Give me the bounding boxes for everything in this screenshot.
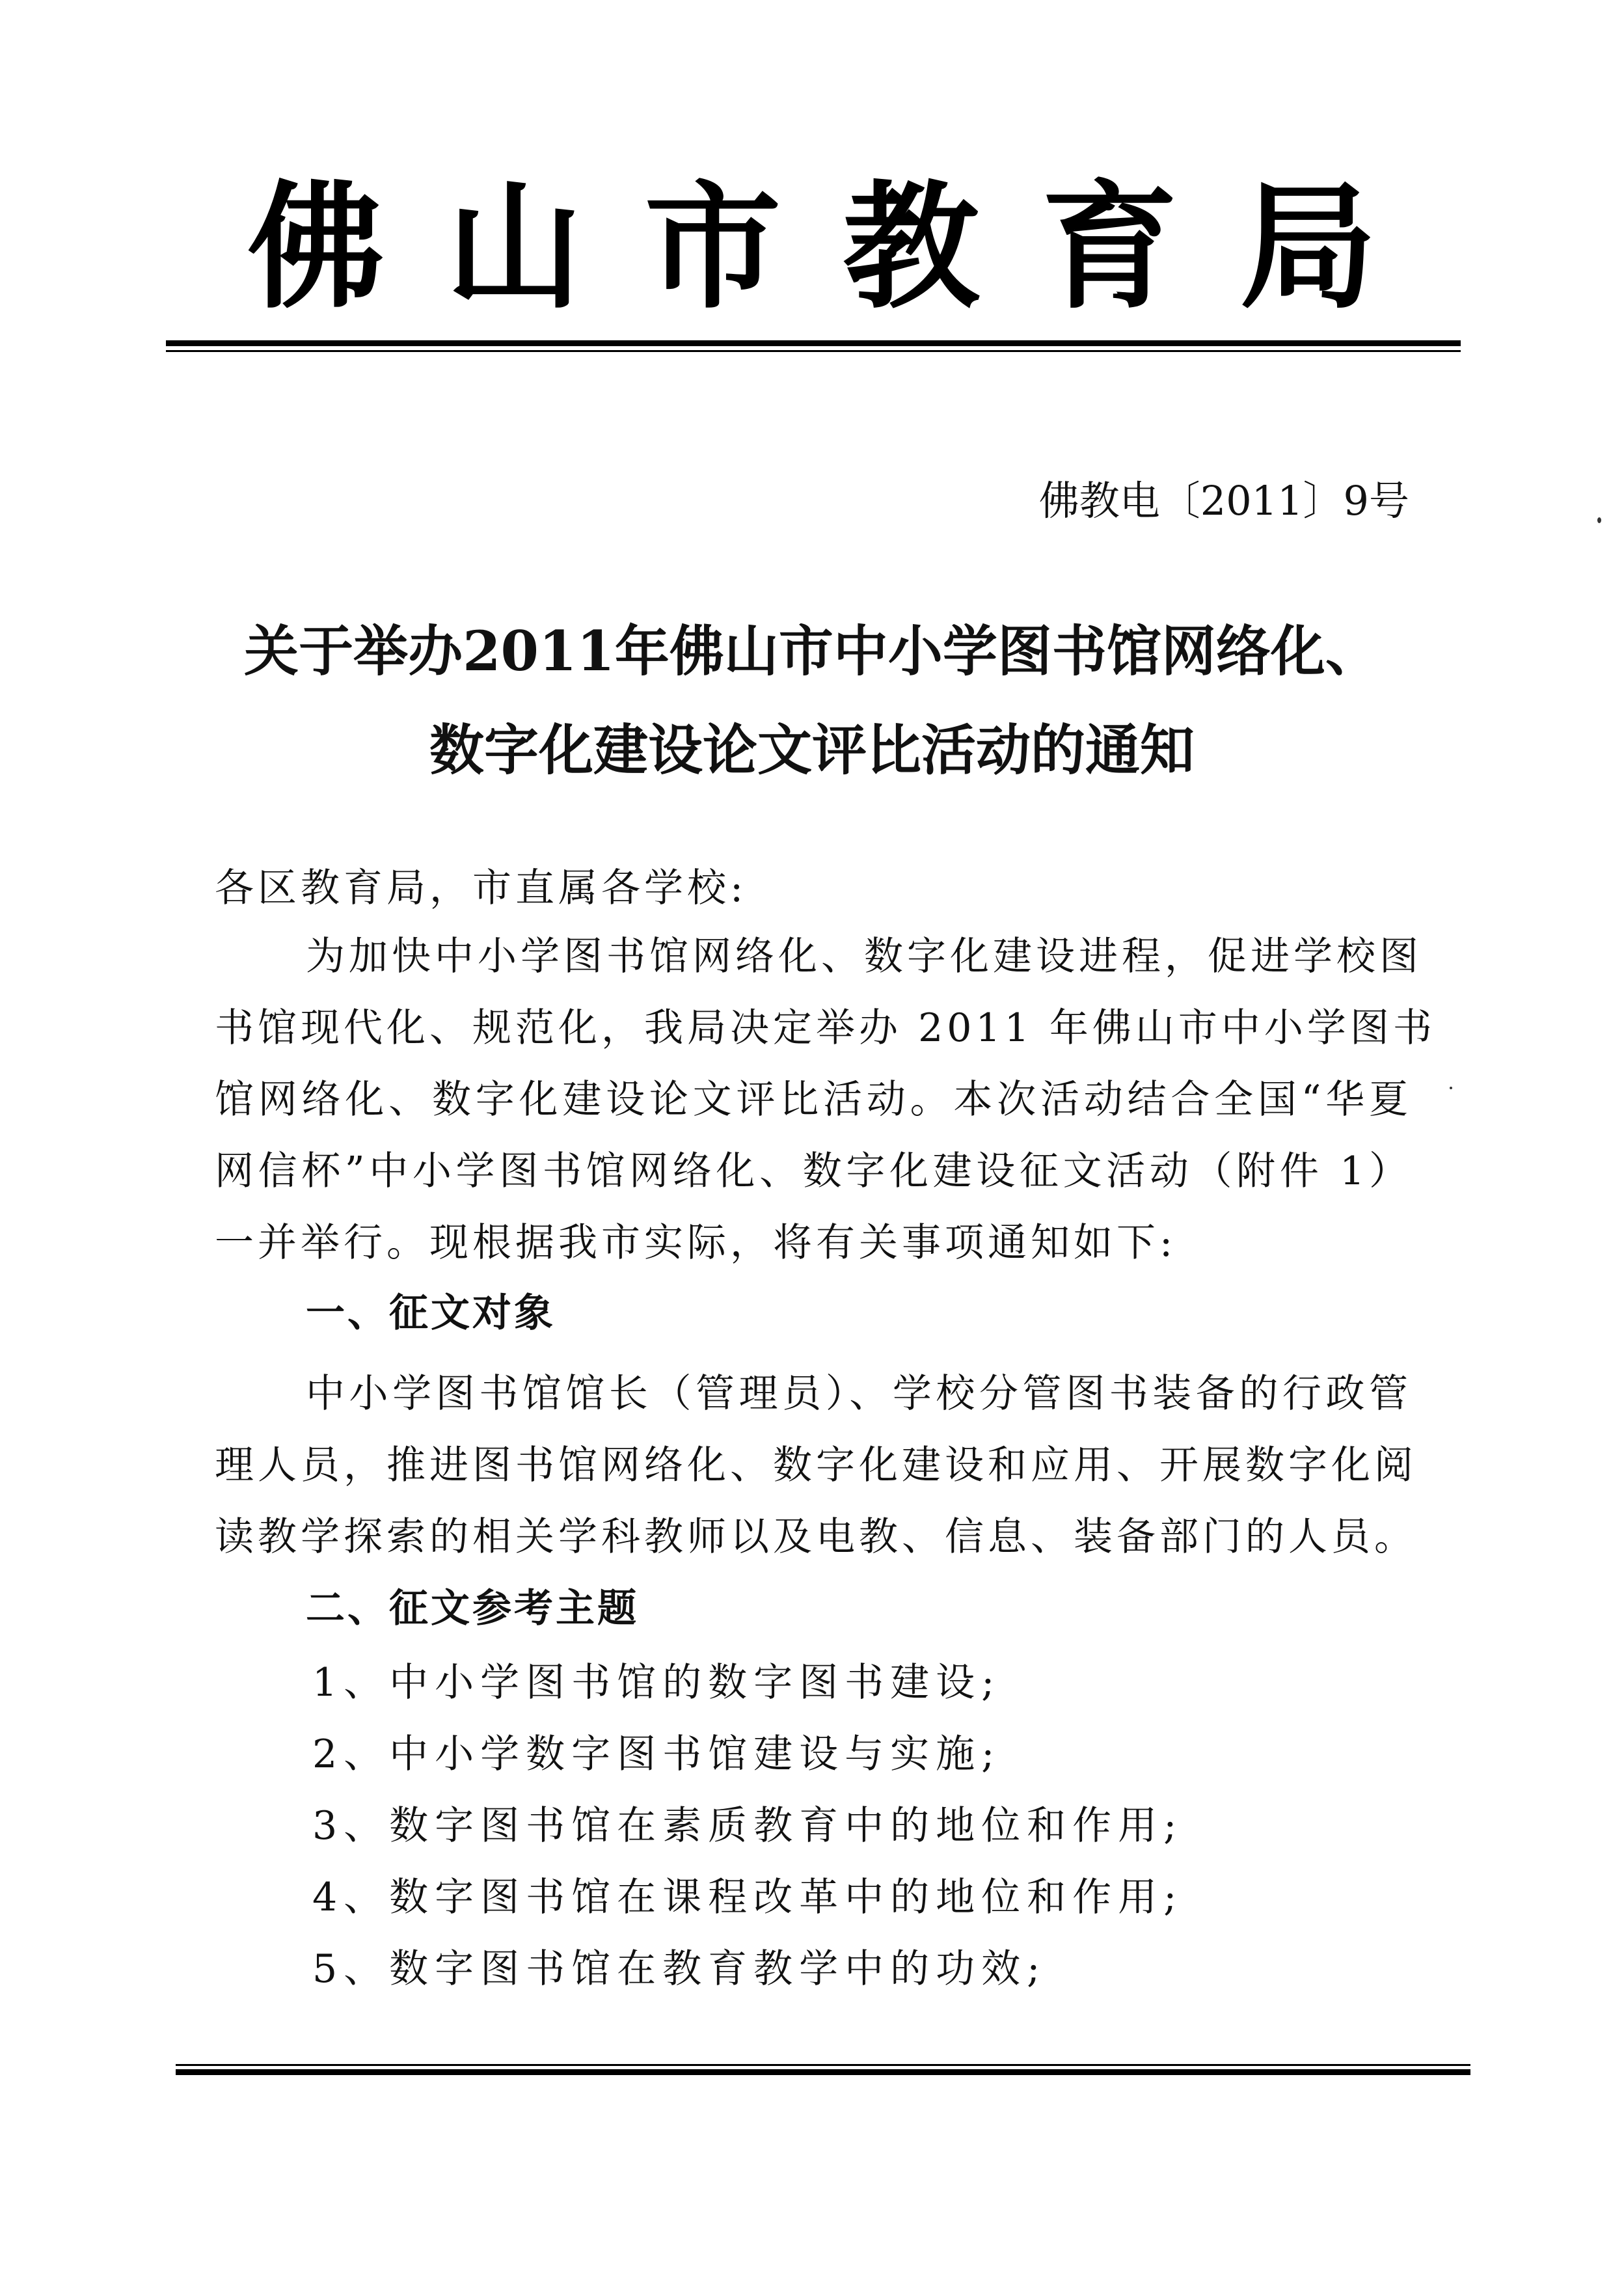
intro-line: 馆网络化、数字化建设论文评比活动。本次活动结合全国“华夏: [215, 1077, 1412, 1122]
salutation: 各区教育局，市直属各学校:: [215, 865, 748, 911]
section-heading: 二、征文参考主题: [306, 1586, 639, 1631]
intro-line: 书馆现代化、规范化，我局决定举办 2011 年佛山市中小学图书: [215, 1005, 1436, 1051]
footer-rule-thin: [176, 2064, 1470, 2066]
section1-line: 读教学探索的相关学科教师以及电教、信息、装备部门的人员。: [215, 1514, 1417, 1560]
intro-line: 为加快中小学图书馆网络化、数字化建设进程，促进学校图: [306, 934, 1422, 979]
masthead-rule-thick: [166, 340, 1461, 346]
scan-speck: [1450, 1087, 1452, 1089]
notice-title-line1: 关于举办2011年佛山市中小学图书馆网络化、: [244, 619, 1380, 683]
document-number: 佛教电〔2011〕9号: [1038, 477, 1409, 524]
topic-item: 5、数字图书馆在教育教学中的功效;: [312, 1946, 1047, 1992]
section-heading: 一、征文对象: [306, 1290, 556, 1336]
scan-speck: [1597, 517, 1601, 523]
intro-line: 网信杯”中小学图书馆网络化、数字化建设征文活动（附件 1）: [215, 1148, 1412, 1194]
topic-item: 4、数字图书馆在课程改革中的地位和作用;: [312, 1875, 1184, 1920]
intro-line: 一并举行。现根据我市实际，将有关事项通知如下:: [215, 1220, 1177, 1266]
masthead-rule-thin: [166, 350, 1461, 352]
section1-line: 理人员，推进图书馆网络化、数字化建设和应用、开展数字化阅: [215, 1443, 1417, 1488]
topic-item: 2、中小学数字图书馆建设与实施;: [312, 1732, 1001, 1777]
topic-item: 3、数字图书馆在素质教育中的地位和作用;: [312, 1803, 1184, 1849]
topic-item: 1、中小学图书馆的数字图书建设;: [312, 1660, 1001, 1705]
notice-title-line2: 数字化建设论文评比活动的通知: [429, 718, 1195, 782]
footer-rule-thick: [176, 2069, 1470, 2075]
section1-line: 中小学图书馆馆长（管理员）、学校分管图书装备的行政管: [306, 1371, 1412, 1417]
masthead-title: 佛山市教育局: [247, 167, 1439, 327]
